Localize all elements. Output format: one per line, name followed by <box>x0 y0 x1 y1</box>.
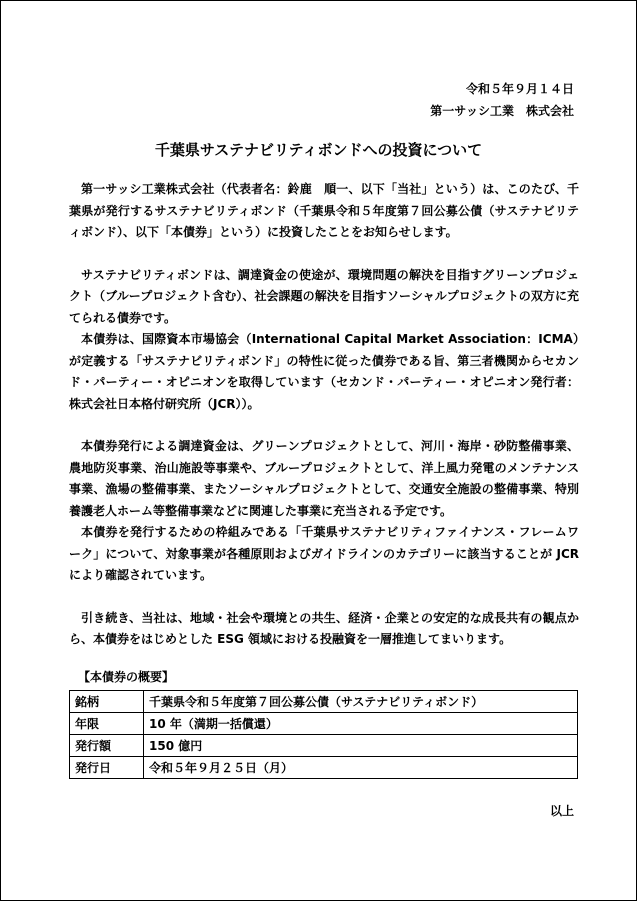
document-body <box>69 179 579 651</box>
table-row <box>70 735 578 757</box>
paragraph-framework: 本債券を発行するための枠組みである「千葉県サステナビリティファイナンス・フレームワーク」について、対象事業が各種原則およびガイドラインのカテゴリーに該当することが JCR により確認されています。 <box>69 525 579 582</box>
row-value: 10 年（満期一括償還） <box>144 713 578 735</box>
document-date: 令和５年９月１４日 <box>465 82 574 96</box>
closing-mark: 以上 <box>549 804 574 818</box>
row-label: 発行日 <box>70 757 144 779</box>
row-label: 年限 <box>70 713 144 735</box>
issuer-company: 第一サッシ工業 株式会社 <box>430 104 574 118</box>
paragraph-use-of-funds: 本債券発行による調達資金は、グリーンプロジェクトとして、河川・海岸・砂防整備事業、農地防災事業、治山施設等事業や、ブループロジェクトとして、洋上風力発電のメンテナンス事業、漁場の整備事業、またソーシャルプロジェクトとして、交通安全施設の整備事業、特別養護老人ホーム等整備事業などに関連した事業に充当される予定です。 <box>69 439 579 518</box>
row-label: 発行額 <box>70 735 144 757</box>
paragraph-announcement: 第一サッシ工業株式会社（代表者名：鈴鹿 順一、以下「当社」という）は、このたび、千葉県が発行するサステナビリティボンド（千葉県令和５年度第７回公募公債（サステナビリティボンド）、以下「本債券」という）に投資したことをお知らせします。 <box>69 182 579 239</box>
bond-summary-table <box>69 690 578 779</box>
row-value: 令和５年９月２５日（月） <box>144 757 578 779</box>
table-row <box>70 691 578 713</box>
paragraph-icma: 本債券は、国際資本市場協会（International Capital Market Association：ICMA）が定義する「サステナビリティボンド」の特性に従った債券である旨、第三者機関からセカンド・パーティー・オピニオンを取得しています（セカンド・パーティー・オピニオン発行者：株式会社日本格付研究所（JCR））。 <box>69 332 579 411</box>
row-value: 千葉県令和５年度第７回公募公債（サステナビリティボンド） <box>144 691 578 713</box>
table-row <box>70 713 578 735</box>
paragraph-commitment: 引き続き、当社は、地域・社会や環境との共生、経済・企業との安定的な成長共有の観点から、本債券をはじめとした ESG 領域における投融資を一層推進してまいります。 <box>69 610 579 646</box>
row-value: 150 億円 <box>144 735 578 757</box>
paragraph-bond-definition: サステナビリティボンドは、調達資金の使途が、環境問題の解決を目指すグリーンプロジェクト（ブループロジェクト含む）、社会課題の解決を目指すソーシャルプロジェクトの双方に充てられる債券です。 <box>69 267 579 325</box>
document-title: 千葉県サステナビリティボンドへの投資について <box>154 141 483 159</box>
row-label: 銘柄 <box>70 691 144 713</box>
summary-heading: 【本債券の概要】 <box>78 670 175 684</box>
table-row <box>70 757 578 779</box>
